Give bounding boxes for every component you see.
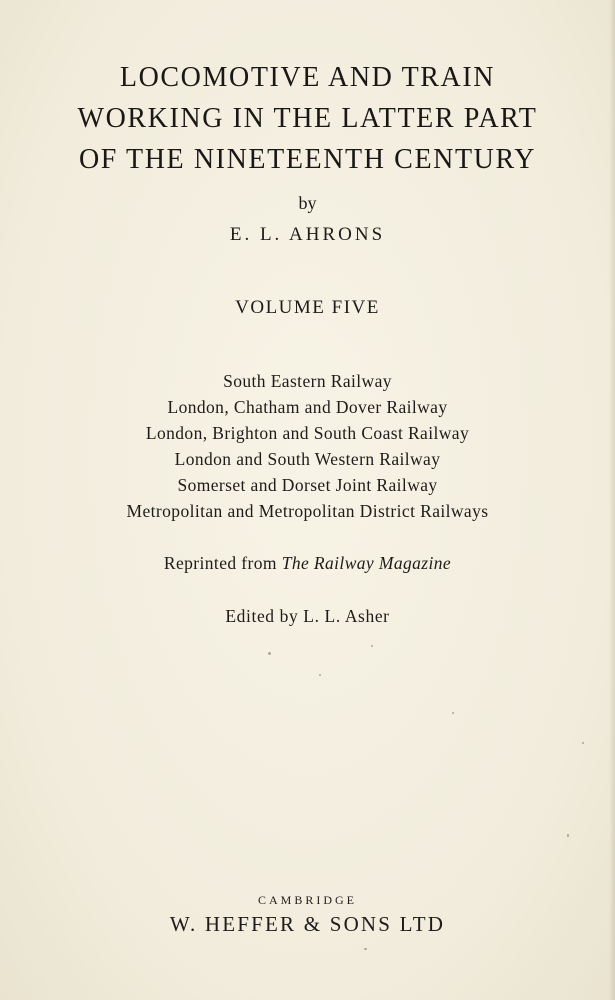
paper-speck <box>319 674 321 676</box>
railway-list-item: Somerset and Dorset Joint Railway <box>177 475 438 495</box>
reprint-prefix: Reprinted from <box>163 553 277 573</box>
editor-credit: Edited by L. L. Asher <box>225 606 390 626</box>
railway-list-item: Metropolitan and Metropolitan District Railways <box>126 501 489 521</box>
paper-speck <box>268 652 271 655</box>
railway-list-item: London and South Western Railway <box>174 449 441 469</box>
title-line-1: LOCOMOTIVE AND TRAIN <box>119 62 496 93</box>
paper-speck <box>582 742 584 744</box>
author-name: E. L. AHRONS <box>229 224 386 245</box>
reprint-note <box>0 553 615 574</box>
paper-speck <box>452 712 454 714</box>
volume-label: VOLUME FIVE <box>235 297 380 318</box>
publisher-name: W. HEFFER & SONS LTD <box>169 912 446 936</box>
title-line-2: WORKING IN THE LATTER PART <box>77 103 538 134</box>
magazine-title: The Railway Magazine <box>281 553 452 573</box>
paper-speck <box>371 645 373 647</box>
railway-list-item: London, Brighton and South Coast Railway <box>145 423 470 443</box>
railway-list-item: London, Chatham and Dover Railway <box>167 397 448 417</box>
imprint-city: CAMBRIDGE <box>257 893 357 907</box>
paper-speck <box>364 948 367 950</box>
railway-list-item: South Eastern Railway <box>223 371 392 391</box>
paper-speck <box>567 834 569 837</box>
by-line: by <box>298 193 317 213</box>
title-line-3: OF THE NINETEENTH CENTURY <box>78 144 537 175</box>
